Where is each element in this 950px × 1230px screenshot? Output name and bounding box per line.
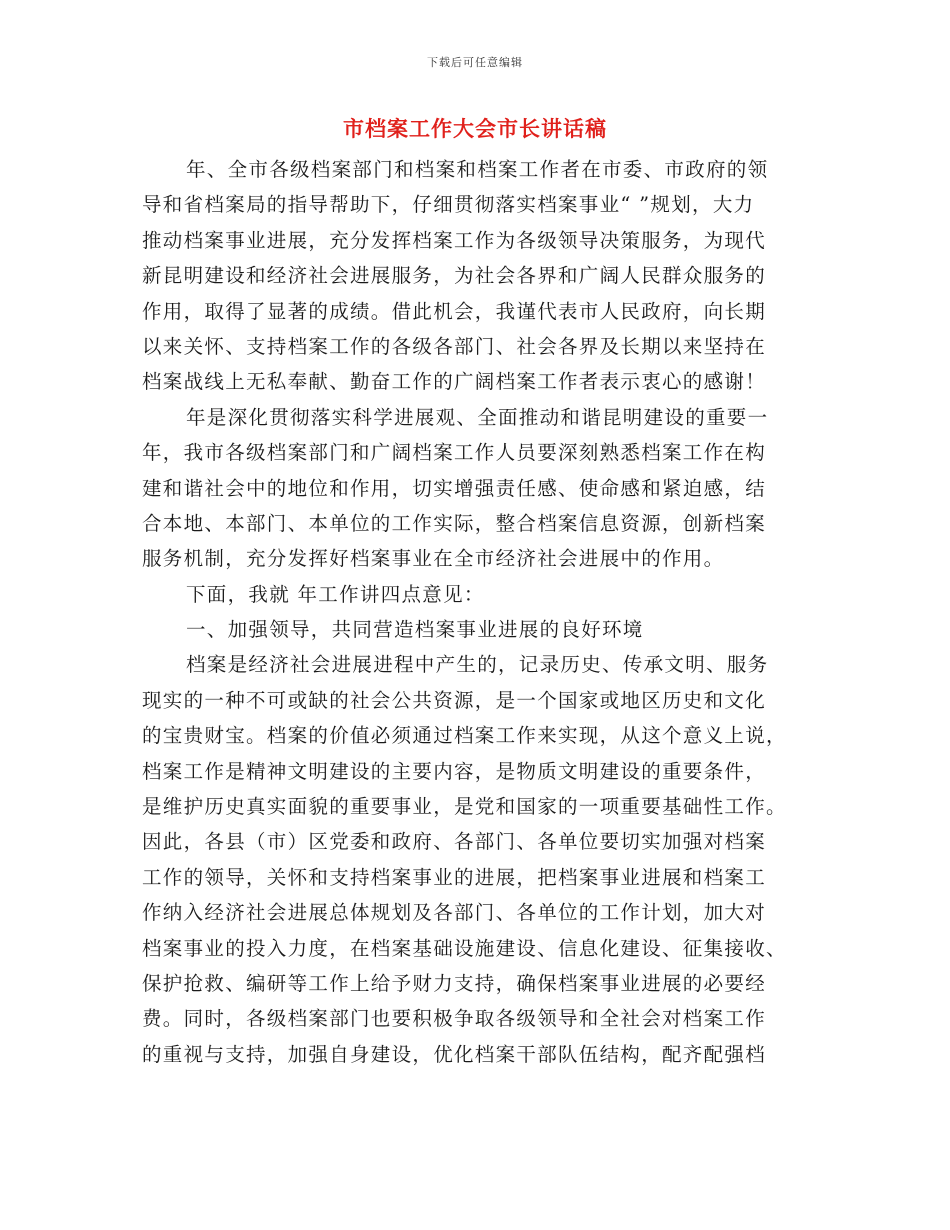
text-line: 以来关怀、支持档案工作的各级各部门、社会各界及长期以来坚持在 — [142, 334, 767, 358]
text-line: 费。同时，各级档案部门也要积极争取各级领导和全社会对档案工作 — [142, 1007, 767, 1031]
text-line: 新昆明建设和经济社会进展服务，为社会各界和广阔人民群众服务的 — [142, 264, 767, 288]
text-line: 推动档案事业进展，充分发挥档案工作为各级领导决策服务，为现代 — [142, 228, 767, 252]
text-line: 年，我市各级档案部门和广阔档案工作人员要深刻熟悉档案工作在构 — [142, 441, 767, 465]
text-line: 年是深化贯彻落实科学进展观、全面推动和谐昆明建设的重要一 — [186, 405, 769, 429]
header-note: 下载后可任意编辑 — [427, 56, 523, 69]
text-line: 建和谐社会中的地位和作用，切实增强责任感、使命感和紧迫感，结 — [142, 476, 767, 500]
text-line: 合本地、本部门、本单位的工作实际，整合档案信息资源，创新档案 — [142, 511, 767, 535]
text-line: 现实的一种不可或缺的社会公共资源，是一个国家或地区历史和文化 — [142, 688, 767, 712]
text-line: 下面，我就 年工作讲四点意见： — [186, 582, 485, 606]
text-line: 工作的领导，关怀和支持档案事业的进展，把档案事业进展和档案工 — [142, 865, 767, 889]
text-line: 导和省档案局的指导帮助下，仔细贯彻落实档案事业“ ”规划，大力 — [142, 193, 755, 217]
document-body — [142, 152, 810, 1072]
text-line: 档案工作是精神文明建设的主要内容，是物质文明建设的重要条件， — [142, 759, 767, 783]
text-line: 档案是经济社会进展进程中产生的，记录历史、传承文明、服务 — [186, 653, 769, 677]
text-line: 因此，各县（市）区党委和政府、各部门、各单位要切实加强对档案 — [142, 830, 767, 854]
text-line: 是维护历史真实面貌的重要事业，是党和国家的一项重要基础性工作。 — [142, 795, 787, 819]
text-line: 档案战线上无私奉献、勤奋工作的广阔档案工作者表示衷心的感谢！ — [142, 370, 767, 394]
text-line: 作纳入经济社会进展总体规划及各部门、各单位的工作计划，加大对 — [142, 901, 767, 925]
text-line: 作用，取得了显著的成绩。借此机会，我谨代表市人民政府，向长期 — [142, 299, 767, 323]
text-line: 保护抢救、编研等工作上给予财力支持，确保档案事业进展的必要经 — [142, 971, 767, 995]
text-line: 服务机制，充分发挥好档案事业在全市经济社会进展中的作用。 — [142, 547, 725, 571]
section-heading: 一、加强领导，共同营造档案事业进展的良好环境 — [186, 618, 644, 642]
document-title: 市档案工作大会市长讲话稿 — [343, 116, 607, 141]
text-line: 的重视与支持，加强自身建设，优化档案干部队伍结构，配齐配强档 — [142, 1042, 767, 1066]
text-line: 档案事业的投入力度，在档案基础设施建设、信息化建设、征集接收、 — [142, 936, 787, 960]
text-line: 年、全市各级档案部门和档案和档案工作者在市委、市政府的领 — [186, 158, 769, 181]
text-line: 的宝贵财宝。档案的价值必须通过档案工作来实现，从这个意义上说， — [142, 724, 787, 748]
